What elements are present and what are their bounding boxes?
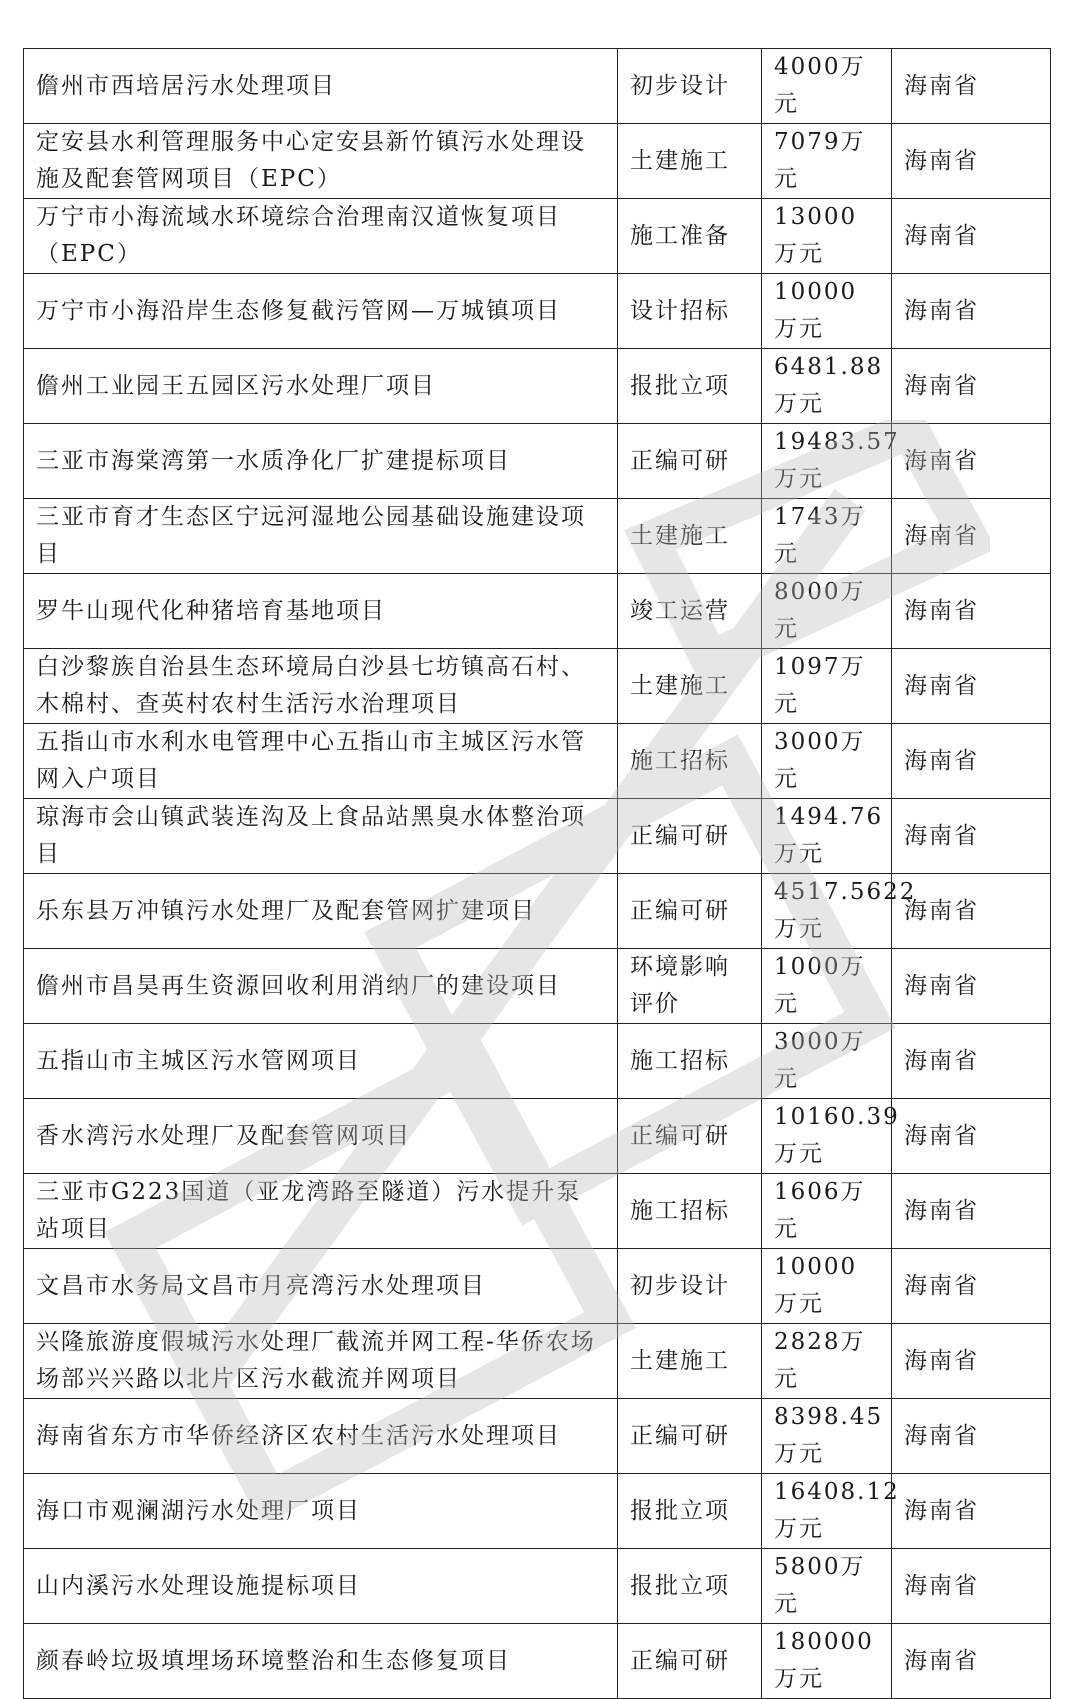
table-row: [24, 574, 1051, 649]
project-stage-cell: 正编可研: [618, 874, 762, 949]
project-amount-cell: 4517.5622万元: [762, 874, 892, 949]
project-stage-cell: 报批立项: [618, 1474, 762, 1549]
project-province-cell: 海南省: [892, 1549, 1051, 1624]
project-stage-cell: 初步设计: [618, 1249, 762, 1324]
project-amount-cell: 10000万元: [762, 274, 892, 349]
project-stage-cell: 正编可研: [618, 1099, 762, 1174]
project-stage-cell: 环境影响评价: [618, 949, 762, 1024]
project-name-cell: 三亚市G223国道（亚龙湾路至隧道）污水提升泵站项目: [24, 1174, 618, 1249]
table-row: [24, 1174, 1051, 1249]
project-name-cell: 山内溪污水处理设施提标项目: [24, 1549, 618, 1624]
project-amount-cell: 1743万元: [762, 499, 892, 574]
project-name-cell: 三亚市育才生态区宁远河湿地公园基础设施建设项目: [24, 499, 618, 574]
project-stage-cell: 土建施工: [618, 649, 762, 724]
project-province-cell: 海南省: [892, 1399, 1051, 1474]
project-province-cell: 海南省: [892, 199, 1051, 274]
project-amount-cell: 10160.39万元: [762, 1099, 892, 1174]
project-stage-cell: 土建施工: [618, 124, 762, 199]
table-body: [24, 49, 1051, 1699]
project-name-cell: 颜春岭垃圾填埋场环境整治和生态修复项目: [24, 1624, 618, 1699]
project-stage-cell: 正编可研: [618, 424, 762, 499]
project-amount-cell: 5800万元: [762, 1549, 892, 1624]
table-row: [24, 199, 1051, 274]
project-stage-cell: 施工招标: [618, 1174, 762, 1249]
table-row: [24, 1474, 1051, 1549]
project-province-cell: 海南省: [892, 874, 1051, 949]
project-name-cell: 儋州市西培居污水处理项目: [24, 49, 618, 124]
table-row: [24, 1549, 1051, 1624]
project-stage-cell: 报批立项: [618, 349, 762, 424]
project-province-cell: 海南省: [892, 574, 1051, 649]
project-amount-cell: 1494.76万元: [762, 799, 892, 874]
project-name-cell: 香水湾污水处理厂及配套管网项目: [24, 1099, 618, 1174]
project-province-cell: 海南省: [892, 499, 1051, 574]
table-row: [24, 49, 1051, 124]
project-stage-cell: 报批立项: [618, 1549, 762, 1624]
table-row: [24, 1324, 1051, 1399]
project-stage-cell: 施工招标: [618, 1024, 762, 1099]
table-row: [24, 1249, 1051, 1324]
project-table: [23, 48, 1051, 1699]
project-province-cell: 海南省: [892, 1174, 1051, 1249]
project-amount-cell: 8398.45万元: [762, 1399, 892, 1474]
project-province-cell: 海南省: [892, 1324, 1051, 1399]
project-province-cell: 海南省: [892, 1624, 1051, 1699]
project-amount-cell: 6481.88万元: [762, 349, 892, 424]
table-row: [24, 1624, 1051, 1699]
project-amount-cell: 180000万元: [762, 1624, 892, 1699]
project-name-cell: 文昌市水务局文昌市月亮湾污水处理项目: [24, 1249, 618, 1324]
project-amount-cell: 2828万元: [762, 1324, 892, 1399]
project-amount-cell: 19483.57万元: [762, 424, 892, 499]
project-amount-cell: 7079万元: [762, 124, 892, 199]
project-province-cell: 海南省: [892, 1024, 1051, 1099]
project-amount-cell: 4000万元: [762, 49, 892, 124]
project-stage-cell: 施工准备: [618, 199, 762, 274]
project-province-cell: 海南省: [892, 949, 1051, 1024]
project-province-cell: 海南省: [892, 349, 1051, 424]
project-province-cell: 海南省: [892, 1474, 1051, 1549]
project-name-cell: 海南省东方市华侨经济区农村生活污水处理项目: [24, 1399, 618, 1474]
project-province-cell: 海南省: [892, 124, 1051, 199]
table-row: [24, 274, 1051, 349]
table-row: [24, 949, 1051, 1024]
project-amount-cell: 16408.12万元: [762, 1474, 892, 1549]
project-name-cell: 海口市观澜湖污水处理厂项目: [24, 1474, 618, 1549]
table-row: [24, 874, 1051, 949]
project-name-cell: 乐东县万冲镇污水处理厂及配套管网扩建项目: [24, 874, 618, 949]
project-amount-cell: 1000万元: [762, 949, 892, 1024]
project-stage-cell: 施工招标: [618, 724, 762, 799]
project-stage-cell: 初步设计: [618, 49, 762, 124]
project-stage-cell: 土建施工: [618, 499, 762, 574]
project-amount-cell: 1097万元: [762, 649, 892, 724]
project-stage-cell: 竣工运营: [618, 574, 762, 649]
table-row: [24, 1024, 1051, 1099]
project-name-cell: 白沙黎族自治县生态环境局白沙县七坊镇高石村、木棉村、查英村农村生活污水治理项目: [24, 649, 618, 724]
project-amount-cell: 3000万元: [762, 1024, 892, 1099]
project-province-cell: 海南省: [892, 274, 1051, 349]
project-amount-cell: 10000万元: [762, 1249, 892, 1324]
project-province-cell: 海南省: [892, 649, 1051, 724]
project-name-cell: 三亚市海棠湾第一水质净化厂扩建提标项目: [24, 424, 618, 499]
project-stage-cell: 正编可研: [618, 1624, 762, 1699]
project-name-cell: 儋州市昌昊再生资源回收利用消纳厂的建设项目: [24, 949, 618, 1024]
project-amount-cell: 3000万元: [762, 724, 892, 799]
project-province-cell: 海南省: [892, 724, 1051, 799]
project-province-cell: 海南省: [892, 424, 1051, 499]
project-province-cell: 海南省: [892, 799, 1051, 874]
table-row: [24, 124, 1051, 199]
project-stage-cell: 正编可研: [618, 799, 762, 874]
project-amount-cell: 1606万元: [762, 1174, 892, 1249]
table-row: [24, 799, 1051, 874]
project-amount-cell: 13000万元: [762, 199, 892, 274]
project-name-cell: 罗牛山现代化种猪培育基地项目: [24, 574, 618, 649]
project-province-cell: 海南省: [892, 1099, 1051, 1174]
project-name-cell: 万宁市小海沿岸生态修复截污管网—万城镇项目: [24, 274, 618, 349]
project-name-cell: 兴隆旅游度假城污水处理厂截流并网工程-华侨农场场部兴兴路以北片区污水截流并网项目: [24, 1324, 618, 1399]
project-name-cell: 儋州工业园王五园区污水处理厂项目: [24, 349, 618, 424]
project-stage-cell: 土建施工: [618, 1324, 762, 1399]
table-row: [24, 724, 1051, 799]
document-page: [23, 48, 1050, 1699]
project-name-cell: 万宁市小海流域水环境综合治理南汉道恢复项目（EPC）: [24, 199, 618, 274]
table-row: [24, 424, 1051, 499]
project-name-cell: 琼海市会山镇武装连沟及上食品站黑臭水体整治项目: [24, 799, 618, 874]
table-row: [24, 649, 1051, 724]
project-province-cell: 海南省: [892, 1249, 1051, 1324]
table-row: [24, 349, 1051, 424]
project-amount-cell: 8000万元: [762, 574, 892, 649]
table-row: [24, 1099, 1051, 1174]
table-row: [24, 499, 1051, 574]
project-stage-cell: 正编可研: [618, 1399, 762, 1474]
project-stage-cell: 设计招标: [618, 274, 762, 349]
project-name-cell: 五指山市水利水电管理中心五指山市主城区污水管网入户项目: [24, 724, 618, 799]
project-name-cell: 五指山市主城区污水管网项目: [24, 1024, 618, 1099]
project-province-cell: 海南省: [892, 49, 1051, 124]
project-name-cell: 定安县水利管理服务中心定安县新竹镇污水处理设施及配套管网项目（EPC）: [24, 124, 618, 199]
table-row: [24, 1399, 1051, 1474]
